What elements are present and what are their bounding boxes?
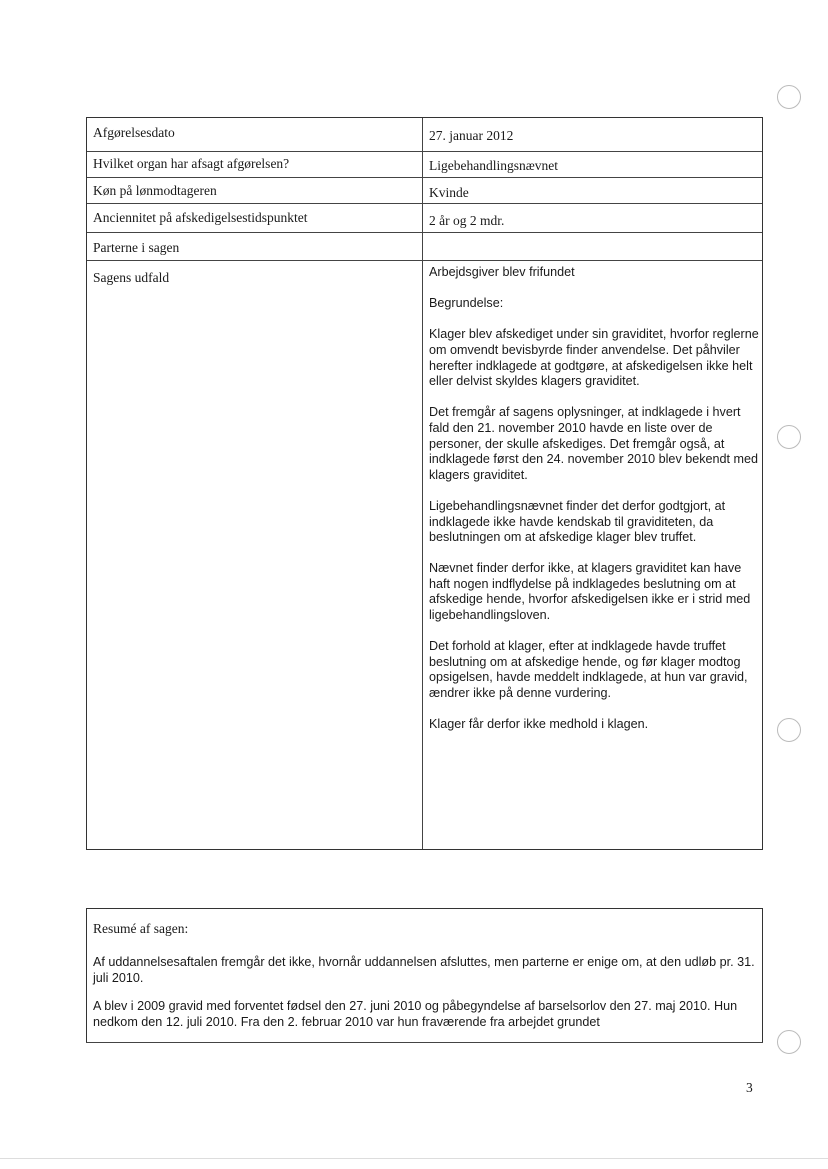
punch-hole [777,718,801,742]
row-divider [87,232,762,233]
label-deciding-body: Hvilket organ har afsagt afgørelsen? [93,156,290,171]
label-parties: Parterne i sagen [93,240,180,255]
summary-paragraph: A blev i 2009 gravid med forventet fødsel den 27. juni 2010 og påbegyndelse af barselsorlov den 27. maj 2010. Hun nedkom den 12. juli 2010. Fra den 2. februar 2010 var hun fraværende fra arbejdet grundet [93,999,738,1029]
summary-heading: Resumé af sagen: [93,921,189,936]
summary-paragraph: Af uddannelsesaftalen fremgår det ikke, hvornår uddannelsen afsluttes, men parterne er enige om, at den udløb pr. 31. juli 2010. [93,955,755,985]
punch-hole [777,1030,801,1054]
value-seniority: 2 år og 2 mdr. [429,213,505,228]
reasoning-heading: Begrundelse: [429,296,504,311]
value-decision-date: 27. januar 2012 [429,128,514,143]
scan-edge [0,1158,828,1159]
outcome-summary: Arbejdsgiver blev frifundet [429,265,575,279]
reasoning-paragraph: Det forhold at klager, efter at indklagede havde truffet beslutning om at afskedige hende, og før klager modtog opsigelsen, havde meddelt indklagede, at hun var gravid, ændrer ikke på denne vurdering. [429,639,748,701]
label-outcome: Sagens udfald [93,270,170,285]
label-gender: Køn på lønmodtageren [93,183,217,198]
row-divider [87,203,762,204]
row-divider [87,260,762,261]
row-divider [87,177,762,178]
row-divider [87,151,762,152]
reasoning-paragraph: Klager blev afskediget under sin graviditet, hvorfor reglerne om omvendt bevisbyrde finder anvendelse. Det påhviler herefter indklagede at godtgøre, at afskedigelsen ikke helt eller delvist skyldes klagers graviditet. [429,327,759,389]
box-bottom-border [86,1042,763,1043]
reasoning-paragraph: Ligebehandlingsnævnet finder det derfor godtgjort, at indklagede ikke havde kendskab til graviditeten, da beslutningen om at afskedige klager blev truffet. [429,498,726,545]
column-divider [422,118,423,849]
value-deciding-body: Ligebehandlingsnævnet [429,158,558,173]
reasoning-paragraph: Nævnet finder derfor ikke, at klagers graviditet kan have haft nogen indflydelse på indklagedes beslutning om at afskedige hende, hvorfor afskedigelsen ikke er i strid med ligebehandlingsloven. [429,561,751,623]
reasoning-paragraph: Det fremgår af sagens oplysninger, at indklagede i hvert fald den 21. november 2010 havde en liste over de personer, der skulle afskediges. Det fremgår også, at indklagede først den 24. november 2010 blev bekendt med klagers graviditet. [429,405,759,482]
label-seniority: Anciennitet på afskedigelsestidspunktet [93,210,308,225]
case-info-table [86,117,763,850]
value-gender: Kvinde [429,185,469,200]
page-number: 3 [746,1080,753,1095]
label-decision-date: Afgørelsesdato [93,125,175,140]
case-summary-box [86,908,763,1043]
reasoning-paragraph: Klager får derfor ikke medhold i klagen. [429,717,649,732]
outcome-text [429,265,759,748]
punch-hole [777,425,801,449]
punch-hole [777,85,801,109]
